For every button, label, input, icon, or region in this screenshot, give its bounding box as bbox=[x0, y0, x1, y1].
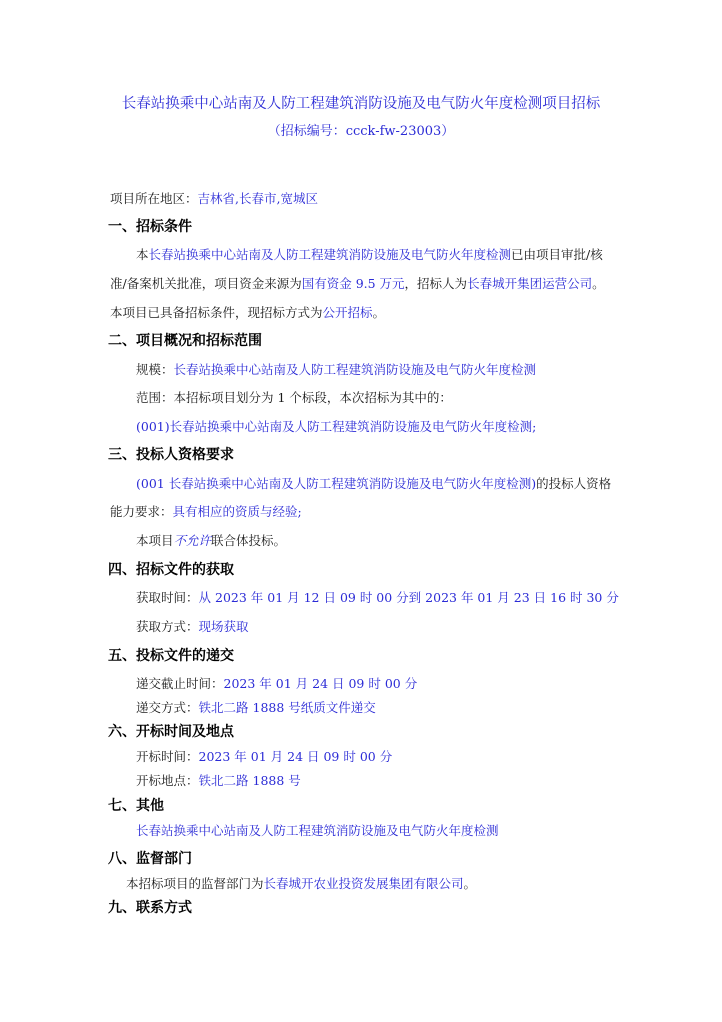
opening-place-label: 开标地点： bbox=[136, 773, 199, 788]
opening-place bbox=[136, 771, 301, 789]
text: 本项目 bbox=[136, 533, 174, 548]
project-range: 范围：本招标项目划分为 1 个标段，本次招标为其中的： bbox=[136, 390, 452, 405]
scale-value: 长春站换乘中心站南及人防工程建筑消防设施及电气防火年度检测 bbox=[173, 362, 537, 377]
qualification-line-1 bbox=[136, 474, 611, 492]
section-name: (001 长春站换乘中心站南及人防工程建筑消防设施及电气防火年度检测) bbox=[136, 476, 537, 491]
project-scale bbox=[136, 360, 536, 378]
submission-method bbox=[136, 698, 376, 716]
text: 联合体投标。 bbox=[211, 533, 287, 548]
submission-method-value: 铁北二路 1888 号纸质文件递交 bbox=[198, 700, 376, 715]
obtain-method-value: 现场获取 bbox=[198, 619, 249, 634]
obtain-time-value: 从 2023 年 01 月 12 日 09 时 00 分到 2023 年 01 月 23 日 16 时 30 分 bbox=[198, 590, 619, 605]
heading-tender-conditions: 一、招标条件 bbox=[108, 219, 192, 235]
section-item: (001)长春站换乘中心站南及人防工程建筑消防设施及电气防火年度检测; bbox=[136, 419, 537, 434]
scale-label: 规模： bbox=[136, 362, 174, 377]
project-name: 长春站换乘中心站南及人防工程建筑消防设施及电气防火年度检测 bbox=[148, 247, 512, 262]
heading-submission: 五、投标文件的递交 bbox=[108, 648, 234, 664]
obtain-time-label: 获取时间： bbox=[136, 590, 199, 605]
text: 。 bbox=[463, 876, 477, 891]
text: 本招标项目的监督部门为 bbox=[126, 876, 264, 891]
other-text: 长春站换乘中心站南及人防工程建筑消防设施及电气防火年度检测 bbox=[136, 823, 499, 838]
heading-bid-opening: 六、开标时间及地点 bbox=[108, 724, 234, 740]
text: 能力要求： bbox=[110, 504, 173, 519]
text: 准/备案机关批准，项目资金来源为 bbox=[110, 276, 302, 291]
tenderer: 长春城开集团运营公司 bbox=[467, 276, 593, 291]
text: 。 bbox=[592, 276, 605, 291]
heading-contact: 九、联系方式 bbox=[108, 900, 192, 916]
region-value: 吉林省,长春市,宽城区 bbox=[197, 191, 318, 206]
opening-time-label: 开标时间： bbox=[136, 749, 199, 764]
deadline-label: 递交截止时间： bbox=[136, 676, 224, 691]
qualification-requirement: 具有相应的资质与经验; bbox=[172, 504, 302, 519]
heading-other: 七、其他 bbox=[108, 798, 164, 814]
obtain-method bbox=[136, 617, 249, 635]
deadline-value: 2023 年 01 月 24 日 09 时 00 分 bbox=[223, 676, 418, 691]
consortium-note bbox=[136, 531, 286, 549]
submission-method-label: 递交方式： bbox=[136, 700, 199, 715]
funding-source: 国有资金 9.5 万元 bbox=[301, 276, 405, 291]
consortium-status: 不允许 bbox=[173, 533, 212, 548]
text: 本 bbox=[136, 247, 149, 262]
heading-supervision: 八、监督部门 bbox=[108, 851, 192, 867]
conditions-line-1 bbox=[136, 245, 603, 263]
opening-time bbox=[136, 747, 392, 765]
tender-number: （招标编号：ccck-fw-23003） bbox=[267, 124, 455, 139]
region-label: 项目所在地区： bbox=[110, 191, 198, 206]
obtain-method-label: 获取方式： bbox=[136, 619, 199, 634]
conditions-line-3 bbox=[110, 303, 385, 321]
conditions-line-2 bbox=[110, 274, 605, 292]
text: 的投标人资格 bbox=[536, 476, 612, 491]
text: 已由项目审批/核 bbox=[511, 247, 603, 262]
obtain-time bbox=[136, 588, 619, 606]
qualification-line-2 bbox=[110, 502, 302, 520]
text: 。 bbox=[372, 305, 386, 320]
text: 本项目已具备招标条件，现招标方式为 bbox=[110, 305, 323, 320]
opening-place-value: 铁北二路 1888 号 bbox=[198, 773, 301, 788]
supervision-department: 长春城开农业投资发展集团有限公司 bbox=[263, 876, 464, 891]
heading-bidder-qualifications: 三、投标人资格要求 bbox=[108, 447, 234, 463]
heading-obtain-documents: 四、招标文件的获取 bbox=[108, 562, 234, 578]
submission-deadline bbox=[136, 674, 417, 692]
project-region bbox=[110, 189, 318, 207]
text: ，招标人为 bbox=[404, 276, 468, 291]
tender-method: 公开招标 bbox=[322, 305, 373, 320]
heading-project-overview: 二、项目概况和招标范围 bbox=[108, 333, 262, 349]
supervision-text bbox=[126, 874, 476, 892]
document-title: 长春站换乘中心站南及人防工程建筑消防设施及电气防火年度检测项目招标 bbox=[121, 96, 601, 112]
opening-time-value: 2023 年 01 月 24 日 09 时 00 分 bbox=[198, 749, 393, 764]
